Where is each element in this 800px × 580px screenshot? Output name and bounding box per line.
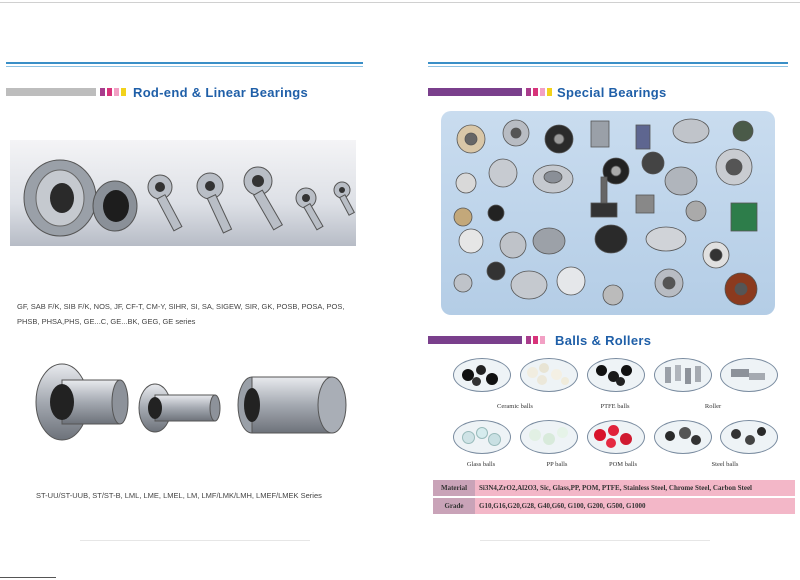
- linear-series-text: ST-UU/ST-UUB, ST/ST-B, LML, LME, LMEL, LM, LMF/LMK/LMH, LMEF/LMEK Series: [36, 491, 322, 500]
- linear-bearings-illustration: [30, 360, 350, 444]
- pom-balls-image: [587, 420, 645, 454]
- left-top-rule: [6, 62, 363, 64]
- ptfe-balls-image: [520, 358, 578, 392]
- ball-label: Roller: [704, 403, 722, 410]
- header-square: [121, 88, 126, 96]
- header-square: [533, 88, 538, 96]
- header-square: [107, 88, 112, 96]
- table-value-cell: G10,G16,G20,G28, G40,G60, G100, G200, G500, G1000: [475, 497, 795, 515]
- header-square: [114, 88, 119, 96]
- right-header-bar: [428, 88, 522, 96]
- rod-end-bearings-photo: [10, 140, 356, 246]
- pp-balls-image: [520, 420, 578, 454]
- rod-end-series-text: GF, SAB F/K, SIB F/K, NOS, JF, CF-T, CM-Y, SIHR, SI, SA, SIGEW, SIR, GK, POSB, POSA, POS, PHSB, PHSA,PHS, GE...C, GE...BK, GEG, GE series: [17, 302, 345, 326]
- section-title-special: Special Bearings: [557, 85, 667, 100]
- section-title-balls: Balls & Rollers: [555, 333, 652, 348]
- header-square: [533, 336, 538, 344]
- linear-bearings-photo: [30, 360, 350, 444]
- glass-balls-image: [453, 420, 511, 454]
- steel-balls-image-2: [720, 420, 778, 454]
- header-square: [100, 88, 105, 96]
- right-top-rule-thin: [428, 66, 788, 67]
- special-bearings-photo: [441, 111, 775, 315]
- ball-label: Glass balls: [466, 461, 496, 468]
- table-header-cell: Grade: [433, 497, 475, 515]
- section-title-rod-end: Rod-end & Linear Bearings: [133, 85, 309, 100]
- left-header-bar: [6, 88, 96, 96]
- ball-label: POM balls: [609, 461, 637, 468]
- ball-label: Ceramic balls: [497, 403, 533, 410]
- rod-end-illustration: [10, 140, 356, 246]
- header-square: [526, 336, 531, 344]
- header-square: [540, 88, 545, 96]
- steel-balls-image-1: [654, 420, 712, 454]
- right-top-rule: [428, 62, 788, 64]
- left-bottom-faint-line: [80, 540, 310, 541]
- table-row: [433, 480, 795, 497]
- left-top-rule-thin: [6, 66, 363, 67]
- balls-header-bar: [428, 336, 522, 344]
- special-bearings-illustration: [441, 111, 775, 315]
- ball-label: PP balls: [546, 461, 568, 468]
- left-bottom-edge-line: [0, 577, 56, 578]
- header-square: [540, 336, 545, 344]
- roller-image-1: [654, 358, 712, 392]
- ceramic-balls-image: [453, 358, 511, 392]
- table-header-cell: Material: [433, 480, 475, 497]
- ball-label: PTFE balls: [600, 403, 630, 410]
- table-value-cell: Si3N4,ZrO2,Al2O3, Sic, Glass,PP, POM, PTFE, Stainless Steel, Chrome Steel, Carbon Steel: [475, 480, 795, 497]
- header-square: [526, 88, 531, 96]
- right-bottom-faint-line: [480, 540, 710, 541]
- table-row: [433, 497, 795, 515]
- material-grade-table: [433, 480, 795, 516]
- header-square: [547, 88, 552, 96]
- roller-image-2: [720, 358, 778, 392]
- black-balls-image: [587, 358, 645, 392]
- ball-label: Steel balls: [711, 461, 739, 468]
- top-edge-line: [0, 2, 800, 3]
